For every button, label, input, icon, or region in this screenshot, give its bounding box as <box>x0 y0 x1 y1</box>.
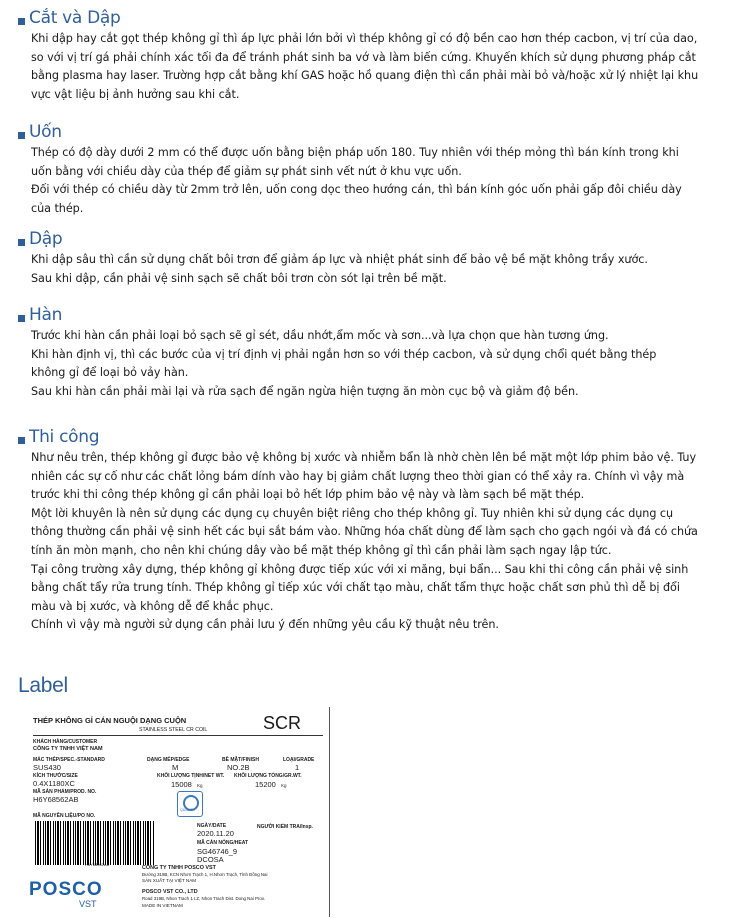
paragraph-line: trước khi thi công thép không gỉ cần phải loại bỏ hết lớp phim bảo vệ này và làm sạch bề mặt thép. <box>31 488 585 502</box>
square-bullet-icon <box>18 239 25 246</box>
square-bullet-icon <box>18 315 25 322</box>
section-title-text: Dập <box>29 229 63 249</box>
paragraph-line: Tại công trường xây dựng, thép không gỉ không được tiếp xúc với xi măng, bụi bẩn... Sau khi thi công cần phải vệ sinh <box>31 562 689 576</box>
section-title <box>18 304 718 326</box>
section-title-text: Cắt và Dập <box>29 8 121 28</box>
label-code: SCR <box>263 713 302 733</box>
paragraph-line: Sau khi hàn cần phải mài lại và rửa sạch để ngăn ngừa hiện tượng ăn mòn cục bộ và giảm độ bền. <box>31 384 579 398</box>
finish-caption: BỀ MẶT/FINISH <box>222 757 259 763</box>
paragraph-line: Khi dập sâu thì cần sử dụng chất bôi trơn để giảm áp lực và nhiệt phát sinh để bảo vệ bề mặt không trầy xước. <box>31 253 648 266</box>
customer-caption: KHÁCH HÀNG/CUSTOMER <box>33 739 98 745</box>
barcode-text: H6Y68562AB <box>85 862 110 867</box>
section-title <box>18 228 718 250</box>
quality-mark-icon <box>177 791 203 817</box>
address-en: Road 319B, Nhon Trach 1 I.Z, Nhon Trach Dist. Dong Nai Prov. <box>142 896 265 901</box>
date-value: 2020.11.20 <box>197 829 234 838</box>
grade-caption: LOẠI/GRADE <box>283 757 315 763</box>
gross-weight-value: 15200 <box>255 780 276 789</box>
paragraph-line: Khi hàn định vị, thì các bước của vị trí định vị phải ngắn hơn so với thép cacbon, và sử dụng chổi quét bằng thép <box>31 347 657 361</box>
edge-caption: DẠNG MÉP/EDGE <box>147 757 190 763</box>
paragraph-line: Chính vì vậy mà người sử dụng cần phải lưu ý đến những yêu cầu kỹ thuật nêu trên. <box>31 618 499 632</box>
posco-logo: POSCO <box>29 879 103 900</box>
section-0 <box>18 7 718 104</box>
customer-value: CÔNG TY TNHH VIỆT NAM <box>33 746 103 752</box>
gross-weight-unit: Kg <box>281 783 287 788</box>
section-4 <box>18 426 718 635</box>
paragraph-line: Khi dập hay cắt gọt thép không gỉ thì áp lực phải lớn bởi vì thép không gỉ có độ bền cao hơn thép cacbon, vị trí của dao, <box>31 32 698 45</box>
paragraph-line: của thép. <box>31 201 84 215</box>
inspector-caption: NGƯỜI KIỂM TRA/Insp. <box>257 824 313 830</box>
spec-value: SUS430 <box>33 763 61 772</box>
grade-value: 1 <box>295 763 300 772</box>
barcode <box>35 821 155 865</box>
section-1 <box>18 121 718 218</box>
section-2 <box>18 228 718 288</box>
paragraph-line: Thép có độ dày dưới 2 mm có thể được uốn bằng biện pháp uốn 180. Tuy nhiên với thép mỏng thì bán kính trong khi <box>31 146 679 159</box>
heat-caption: MÃ CÁN NÓNG/HEAT <box>197 840 249 846</box>
company-vn: CÔNG TY TNHH POSCO VST <box>142 865 216 871</box>
section-title <box>18 121 718 143</box>
label-subtitle: STAINLESS STEEL CR COIL <box>139 727 208 733</box>
spec-caption: MÁC THÉP/SPEC.-STANDARD <box>33 757 105 763</box>
label-title: THÉP KHÔNG GỈ CÁN NGUỘI DẠNG CUỘN <box>33 716 187 725</box>
paragraph-line: tính ăn mòn mạnh, cho nên khi chúng dây vào bề mặt thép không gỉ thì cần phải làm sạch ngay lập tức. <box>31 543 612 557</box>
date-caption: NGÀY/DATE <box>197 823 227 829</box>
prod-no-value: H6Y68562AB <box>33 795 79 804</box>
paragraph-line: Đối với thép có chiều dày từ 2mm trở lên, uốn cong dọc theo hướng cán, thì bán kính góc uốn phải gấp đôi chiều dày <box>31 183 682 197</box>
edge-value: M <box>172 763 179 772</box>
net-weight-unit: Kg <box>197 783 203 788</box>
section-title-text: Uốn <box>29 122 62 142</box>
label-heading: Label <box>18 674 68 697</box>
paragraph-line: uốn bằng với chiều dày của thép để giảm sự phát sinh vết nứt ở khu vực uốn. <box>31 164 462 178</box>
paragraph-line: nhiên các sự cố như các chất lỏng bám dính vào hay bị giảm chất lượng theo thời gian có thể xảy ra. Chính vì vậy mà <box>31 469 685 483</box>
paragraph-line: vực vật liệu bị ảnh hưởng sau khi cắt. <box>31 87 240 101</box>
company-en: POSCO VST CO., LTD <box>142 889 198 895</box>
paragraph-line: Trước khi hàn cần phải loại bỏ sạch sẽ gỉ sét, dầu nhớt,ẩm mốc và sơn...và lựa chọn que hàn tương ứng. <box>31 329 609 342</box>
paragraph-line: bằng plasma hay laser. Trường hợp cắt bằng khí GAS hoặc hồ quang điện thì cần phải mài bỏ và/hoặc xử lý nhiệt lại khu <box>31 69 699 83</box>
prod-no-caption: MÃ SẢN PHẨM/PROD. NO. <box>33 789 97 795</box>
section-title <box>18 7 718 29</box>
net-weight-value: 15008 <box>171 780 192 789</box>
product-label <box>29 707 330 917</box>
address-vn: Đường 319B, KCN Nhơn Trạch 1, H.Nhơn Trạch, Tỉnh Đồng Nai <box>142 872 268 877</box>
section-title-text: Hàn <box>29 305 63 325</box>
section-title <box>18 426 718 448</box>
gross-weight-caption: KHỐI LƯỢNG TỔNG/GR.WT. <box>234 773 302 779</box>
made-in-en: MADE IN VIETNAM <box>142 903 183 908</box>
posco-logo-vst: VST <box>79 899 97 909</box>
made-in-vn: SẢN XUẤT TẠI VIỆT NAM <box>142 878 197 883</box>
finish-value: NO.2B <box>227 763 250 772</box>
net-weight-caption: KHỐI LƯỢNG TỊNH/NET WT. <box>157 773 225 779</box>
paragraph-line: màu và bị xước, và không dễ để khắc phục. <box>31 599 274 613</box>
heat-value-2: DCOSA <box>197 855 224 864</box>
section-title-text: Thi công <box>29 427 100 447</box>
po-no-caption: MÃ NGUYÊN LIỆU/PO NO. <box>33 813 96 819</box>
section-3 <box>18 304 718 401</box>
paragraph-line: thông thường cần phải vệ sinh hết các bụi sắt bám vào. Những hóa chất dùng để làm sạch cho gạch ngói và đá có chứa <box>31 525 698 539</box>
paragraph-line: không gỉ để loại bỏ vảy hàn. <box>31 366 189 380</box>
square-bullet-icon <box>18 18 25 25</box>
square-bullet-icon <box>18 437 25 444</box>
paragraph-line: so với vị trí gá phải chính xác tối đa để tránh phát sinh ba vớ và làm biến cứng. Khuyến khích sử dụng phương pháp cắt <box>31 50 696 64</box>
quality-mark-text: QUALITY <box>180 808 196 812</box>
paragraph-line: Như nêu trên, thép không gỉ được bảo vệ không bị xước và nhiễm bẩn là nhờ chèn lên bề mặt một lớp phim bảo vệ. Tuy <box>31 451 697 464</box>
paragraph-line: Một lời khuyên là nên sử dụng các dụng cụ chuyên biệt riêng cho thép không gỉ. Tuy nhiên khi sử dụng các dụng cụ <box>31 506 674 520</box>
paragraph-line: bằng chất tẩy rửa trung tính. Thép không gỉ tiếp xúc với chất tạo màu, chất tẩm thực hoặc chất sơn phủ thì dễ bị đổi <box>31 581 680 595</box>
square-bullet-icon <box>18 132 25 139</box>
heat-value: SG46746_9 <box>197 847 238 856</box>
size-value: 0.4X1180XC <box>33 779 75 788</box>
size-caption: KÍCH THƯỚC/SIZE <box>33 773 78 779</box>
paragraph-line: Sau khi dập, cần phải vệ sinh sạch sẽ chất bôi trơn còn sót lại trên bề mặt. <box>31 271 447 285</box>
